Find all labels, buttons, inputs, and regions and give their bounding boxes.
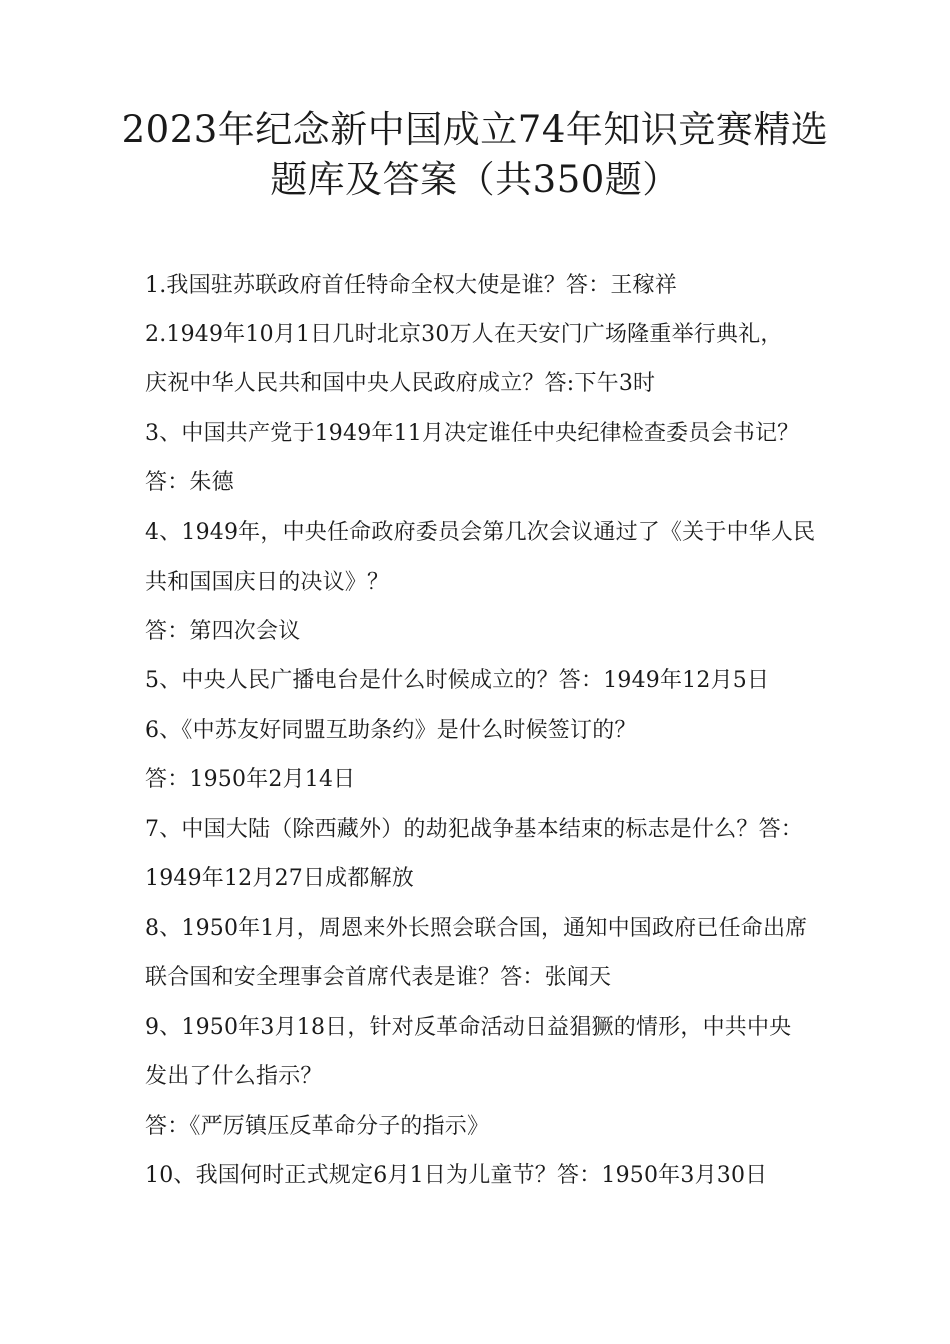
qa-line: 答：第四次会议	[145, 619, 301, 644]
qa-line: 联合国和安全理事会首席代表是谁？答：张闻天	[145, 965, 612, 990]
document-title-line-2: 题库及答案（共350题）	[270, 158, 680, 201]
qa-line: 3、中国共产党于1949年11月决定谁任中央纪律检查委员会书记？	[145, 421, 800, 446]
qa-line: 9、1950年3月18日，针对反革命活动日益猖獗的情形，中共中央	[145, 1015, 792, 1040]
qa-line: 7、中国大陆（除西藏外）的劫犯战争基本结束的标志是什么？答：	[145, 817, 803, 842]
qa-line: 10、我国何时正式规定6月1日为儿童节？答：1950年3月30日	[145, 1163, 768, 1188]
qa-line: 共和国国庆日的决议》？	[145, 570, 390, 595]
qa-line: 8、1950年1月，周恩来外长照会联合国，通知中国政府已任命出席	[145, 916, 808, 941]
qa-line: 1.我国驻苏联政府首任特命全权大使是谁？答：王稼祥	[145, 273, 677, 298]
qa-line: 发出了什么指示？	[145, 1064, 323, 1089]
qa-line: 2.1949年10月1日几时北京30万人在天安门广场隆重举行典礼，	[145, 322, 783, 347]
qa-line: 6、《中苏友好同盟互助条约》是什么时候签订的？	[145, 718, 637, 743]
document-title-line-1: 2023年纪念新中国成立74年知识竞赛精选	[121, 108, 829, 151]
qa-line: 5、中央人民广播电台是什么时候成立的？答：1949年12月5日	[145, 668, 770, 693]
qa-line: 答：《严厉镇压反革命分子的指示》	[145, 1114, 490, 1139]
qa-line: 答：朱德	[145, 470, 234, 495]
qa-line: 4、1949年，中央任命政府委员会第几次会议通过了《关于中华人民	[145, 520, 816, 545]
qa-line: 庆祝中华人民共和国中央人民政府成立？答:下午3时	[145, 371, 656, 396]
qa-line: 1949年12月27日成都解放	[145, 866, 414, 891]
qa-line: 答：1950年2月14日	[145, 767, 356, 792]
